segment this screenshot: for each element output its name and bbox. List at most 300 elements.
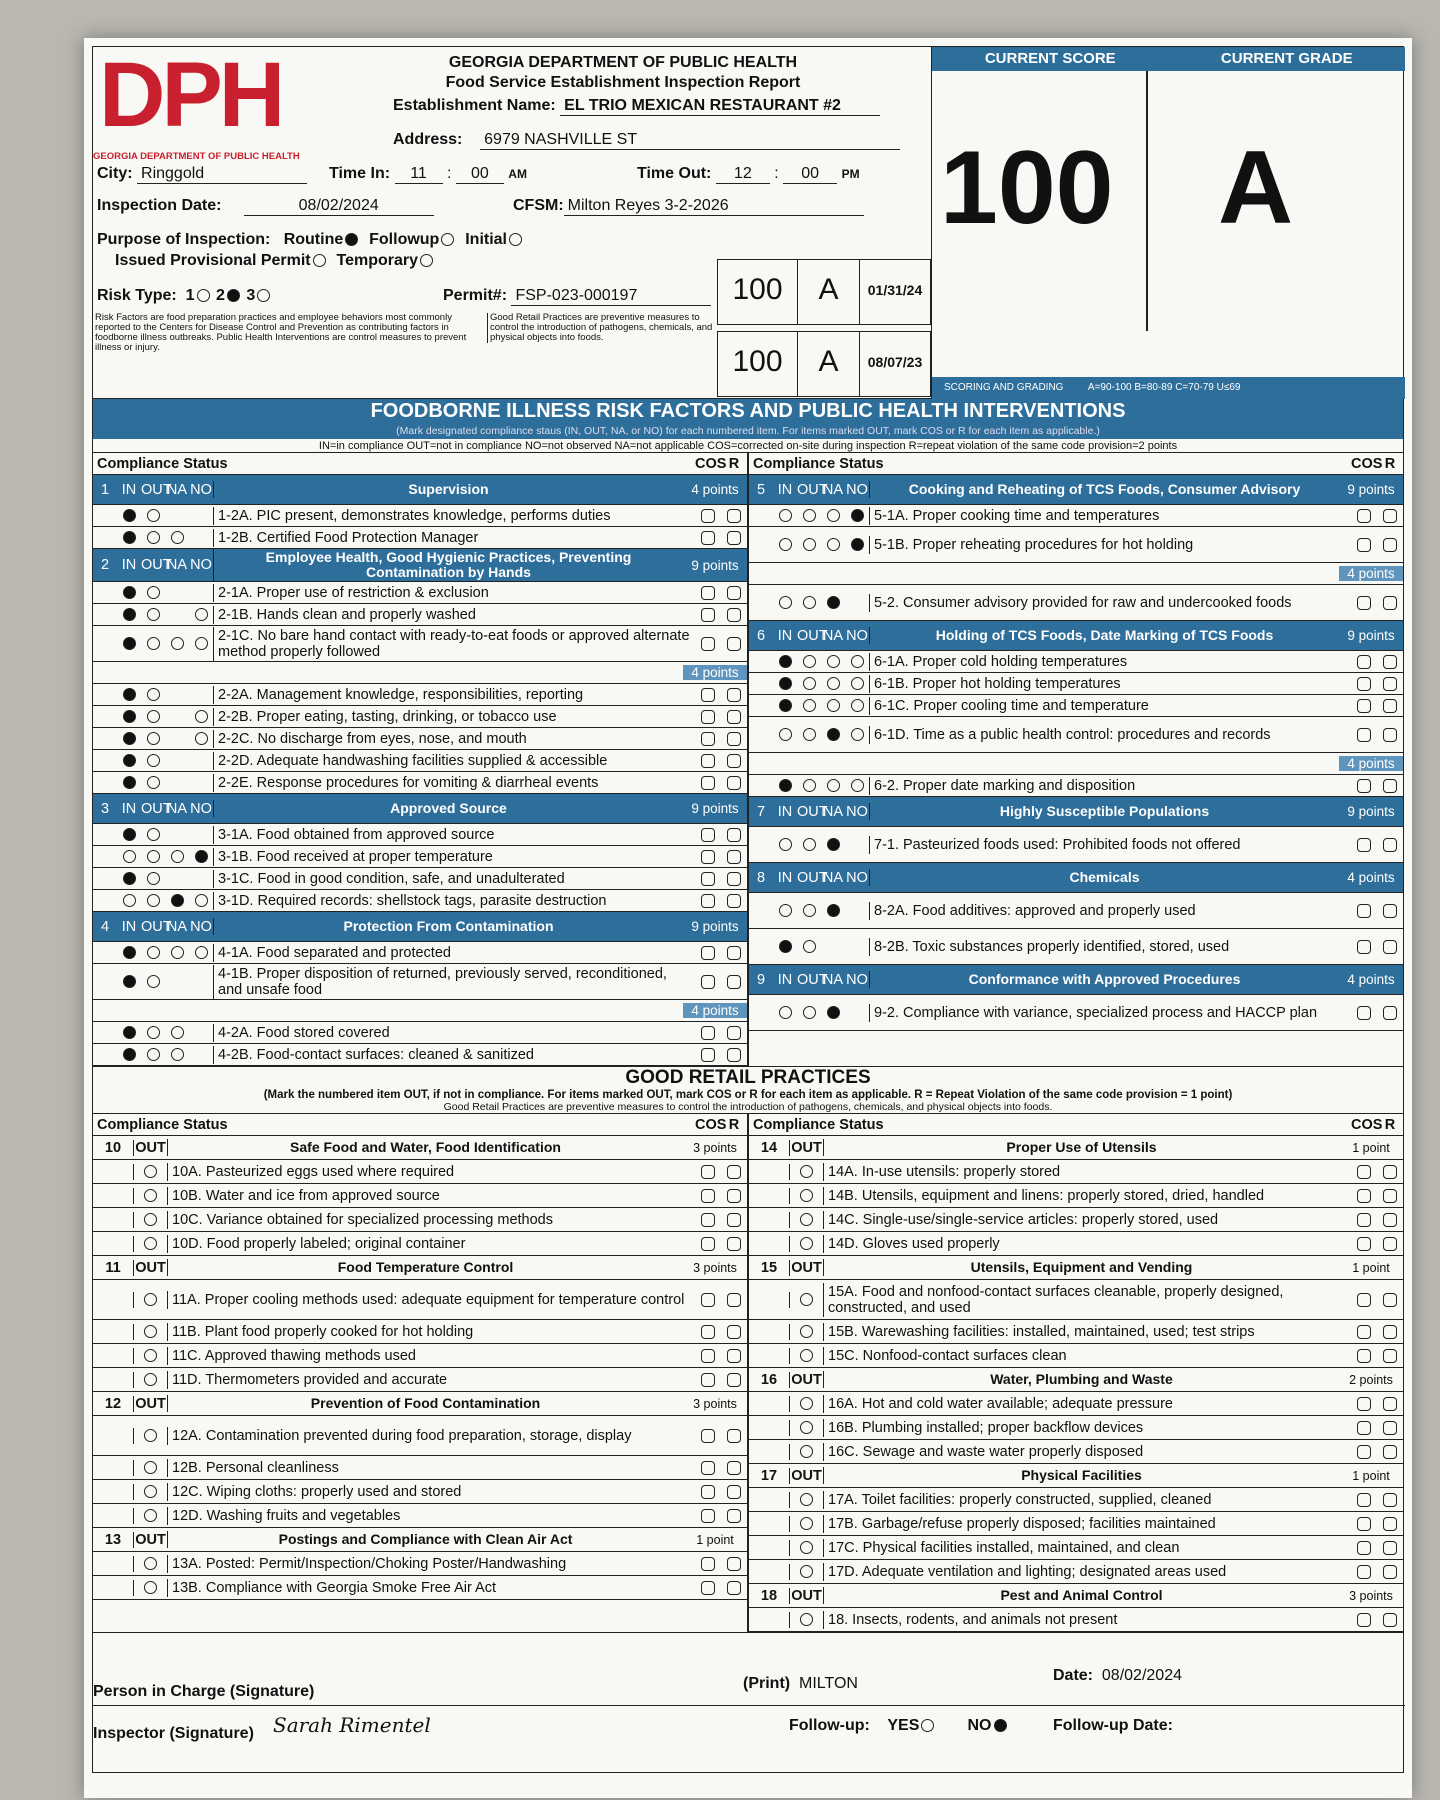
r-box-check[interactable] [1383,699,1397,713]
r-box-check[interactable] [727,1026,741,1040]
r-box-check[interactable] [727,1373,741,1387]
cos-box-check[interactable] [701,894,715,908]
cos-box-check[interactable] [701,1165,715,1179]
retail-item [93,1368,747,1392]
cos-box-check[interactable] [1357,1565,1371,1579]
cos-box-check[interactable] [701,1581,715,1595]
cos-box-check[interactable] [1357,1613,1371,1627]
out-mark[interactable] [144,1373,157,1386]
r-box-check[interactable] [727,1557,741,1571]
status-mark-empty[interactable] [827,779,840,792]
status-mark-filled[interactable] [123,608,136,621]
cos-box-check[interactable] [701,975,715,989]
out-mark[interactable] [800,1213,813,1226]
out-mark[interactable] [800,1445,813,1458]
r-box-check[interactable] [1383,1613,1397,1627]
status-mark-empty[interactable] [803,728,816,741]
out-mark[interactable] [144,1293,157,1306]
out-cell [789,1212,823,1228]
out-cell [789,1612,823,1628]
r-box-check[interactable] [727,1509,741,1523]
r-box-check[interactable] [1383,538,1397,552]
cos-box-check[interactable] [701,586,715,600]
out-mark[interactable] [144,1349,157,1362]
r-box-check[interactable] [727,754,741,768]
cos-box-check[interactable] [701,946,715,960]
cos-box-check[interactable] [701,1325,715,1339]
status-mark-empty[interactable] [803,779,816,792]
status-mark-empty[interactable] [851,728,864,741]
r-box-check[interactable] [727,1349,741,1363]
cos-box [1351,1396,1377,1412]
r-box-check[interactable] [1383,940,1397,954]
r-box-check[interactable] [1383,1325,1397,1339]
out-mark[interactable] [800,1165,813,1178]
r-box-check[interactable] [727,894,741,908]
cos-box-check[interactable] [1357,538,1371,552]
r-box-check[interactable] [1383,779,1397,793]
status-mark-empty[interactable] [779,538,792,551]
out-mark[interactable] [800,1325,813,1338]
section-number: 9 [756,971,766,988]
r-box-check[interactable] [727,1429,741,1443]
status-mark-empty[interactable] [171,1048,184,1061]
status-mark-empty[interactable] [147,608,160,621]
status-mark-empty[interactable] [195,608,208,621]
status-mark-empty[interactable] [803,509,816,522]
status-mark-empty[interactable] [827,677,840,690]
risk-3-radio[interactable] [257,289,270,302]
out-mark[interactable] [800,1237,813,1250]
cos-box-check[interactable] [1357,779,1371,793]
r-box-check[interactable] [1383,1213,1397,1227]
status-mark-empty[interactable] [147,850,160,863]
r-box-check[interactable] [727,1165,741,1179]
cos-box-check[interactable] [701,1293,715,1307]
status-mark-empty[interactable] [803,940,816,953]
status-mark-empty[interactable] [147,1026,160,1039]
cos-box-check[interactable] [1357,1006,1371,1020]
r-box-check[interactable] [727,1189,741,1203]
status-cell [845,508,869,524]
cos-box-check[interactable] [701,828,715,842]
r-box [721,687,747,703]
out-mark[interactable] [144,1237,157,1250]
cos-box-check[interactable] [701,754,715,768]
routine-radio[interactable] [345,233,358,246]
out-mark[interactable] [800,1189,813,1202]
status-mark-empty[interactable] [851,677,864,690]
r-box-check[interactable] [727,975,741,989]
status-mark-filled[interactable] [123,637,136,650]
section-title: Pest and Animal Control [823,1587,1339,1604]
status-mark-empty[interactable] [171,637,184,650]
out-mark[interactable] [144,1429,157,1442]
r-box-check[interactable] [727,946,741,960]
section-number: 15 [760,1259,778,1276]
status-mark-empty[interactable] [147,828,160,841]
r-box [721,753,747,769]
cos-box-check[interactable] [1357,1421,1371,1435]
status-mark-empty[interactable] [803,838,816,851]
cos-box-check[interactable] [1357,940,1371,954]
status-mark-empty[interactable] [171,946,184,959]
retail-item [93,1184,747,1208]
status-mark-empty[interactable] [803,904,816,917]
status-mark-empty[interactable] [147,531,160,544]
status-cell [773,676,797,692]
status-cell [117,753,141,769]
status-mark-empty[interactable] [147,732,160,745]
r-box-check[interactable] [1383,728,1397,742]
r-box-check[interactable] [727,637,741,651]
cos-box-check[interactable] [701,1213,715,1227]
status-mark-filled[interactable] [123,1026,136,1039]
status-cell [141,687,165,703]
status-mark-empty[interactable] [851,779,864,792]
r-box-check[interactable] [1383,1189,1397,1203]
status-mark-filled[interactable] [123,531,136,544]
cos-box-check[interactable] [701,1485,715,1499]
status-mark-filled[interactable] [779,779,792,792]
status-mark-empty[interactable] [147,710,160,723]
cos-box-check[interactable] [1357,596,1371,610]
out-cell [133,1556,167,1572]
status-cell [773,727,797,743]
r-box-check[interactable] [727,732,741,746]
cos-box-check[interactable] [1357,1213,1371,1227]
status-mark-empty[interactable] [851,699,864,712]
cos-box-check[interactable] [1357,1541,1371,1555]
r-box-check[interactable] [727,608,741,622]
r-box-check[interactable] [727,1293,741,1307]
status-mark-empty[interactable] [147,776,160,789]
status-mark-empty[interactable] [123,850,136,863]
r-box-check[interactable] [1383,677,1397,691]
cos-box-check[interactable] [1357,1445,1371,1459]
status-mark-empty[interactable] [803,1006,816,1019]
status-mark-empty[interactable] [779,1006,792,1019]
status-mark-empty[interactable] [827,538,840,551]
followup-no-radio[interactable] [994,1719,1007,1732]
r-box-check[interactable] [727,531,741,545]
status-mark-empty[interactable] [803,596,816,609]
cos-box [695,1580,721,1596]
out-mark[interactable] [144,1509,157,1522]
cos-box-check[interactable] [701,1557,715,1571]
r-box-check[interactable] [1383,655,1397,669]
section-title: Conformance with Approved Procedures [869,971,1339,988]
r-box-check[interactable] [1383,1421,1397,1435]
status-cell [117,687,141,703]
status-mark-empty[interactable] [171,1026,184,1039]
cos-box-check[interactable] [1357,509,1371,523]
status-mark-empty[interactable] [779,596,792,609]
r-box-check[interactable] [727,872,741,886]
status-mark-filled[interactable] [123,872,136,885]
status-mark-filled[interactable] [195,850,208,863]
cos-box-check[interactable] [1357,677,1371,691]
status-mark-filled[interactable] [123,688,136,701]
status-mark-empty[interactable] [803,677,816,690]
cos-box-check[interactable] [1357,1397,1371,1411]
r-box-check[interactable] [727,586,741,600]
status-column-label: NA [822,971,844,988]
status-mark-empty[interactable] [779,728,792,741]
cos-box-check[interactable] [701,1461,715,1475]
status-mark-filled[interactable] [123,1048,136,1061]
status-mark-empty[interactable] [195,710,208,723]
status-cell [773,778,797,794]
out-mark[interactable] [800,1293,813,1306]
cos-box-check[interactable] [701,776,715,790]
status-mark-empty[interactable] [779,904,792,917]
out-cell [133,1580,167,1596]
out-mark[interactable] [800,1397,813,1410]
cos-box-check[interactable] [701,1429,715,1443]
status-mark-filled[interactable] [171,894,184,907]
r-box-check[interactable] [727,1461,741,1475]
status-mark-filled[interactable] [123,710,136,723]
cos-box-check[interactable] [701,531,715,545]
r-box-check[interactable] [1383,838,1397,852]
inspection-item [93,890,747,912]
status-mark-filled[interactable] [123,776,136,789]
out-mark[interactable] [144,1461,157,1474]
status-mark-filled[interactable] [779,677,792,690]
section-points: 3 points [693,1396,737,1411]
cos-box-check[interactable] [701,688,715,702]
status-mark-empty[interactable] [195,732,208,745]
r-box-check[interactable] [727,1213,741,1227]
status-mark-empty[interactable] [147,509,160,522]
out-mark[interactable] [800,1517,813,1530]
section-points: 9 points [1347,482,1395,497]
item-text: 13B. Compliance with Georgia Smoke Free Air Act [167,1579,695,1597]
status-mark-empty[interactable] [147,946,160,959]
r-box-check[interactable] [1383,1006,1397,1020]
status-mark-empty[interactable] [147,894,160,907]
r-box [1377,1396,1403,1412]
r-box-check[interactable] [1383,1517,1397,1531]
cos-box-check[interactable] [1357,904,1371,918]
r-box-check[interactable] [1383,509,1397,523]
status-mark-empty[interactable] [147,637,160,650]
r-box-check[interactable] [727,1581,741,1595]
initial-radio[interactable] [509,233,522,246]
section-header [93,1256,747,1280]
status-mark-empty[interactable] [171,531,184,544]
cos-box-check[interactable] [1357,1189,1371,1203]
status-mark-empty[interactable] [827,699,840,712]
r-box-check[interactable] [727,828,741,842]
r-box-check[interactable] [1383,904,1397,918]
r-box-check[interactable] [727,850,741,864]
cos-box-check[interactable] [1357,1349,1371,1363]
r-box-check[interactable] [1383,1349,1397,1363]
risk-1-radio[interactable] [197,289,210,302]
out-mark[interactable] [144,1557,157,1570]
status-mark-empty[interactable] [195,637,208,650]
cos-box-check[interactable] [701,732,715,746]
cos-box-check[interactable] [701,1509,715,1523]
status-mark-filled[interactable] [123,975,136,988]
status-mark-empty[interactable] [851,655,864,668]
cos-box [695,893,721,909]
cos-box-check[interactable] [701,608,715,622]
inspection-item [749,775,1403,797]
cos-box-check[interactable] [1357,728,1371,742]
status-mark-filled[interactable] [779,940,792,953]
r-box-check[interactable] [1383,1493,1397,1507]
out-mark[interactable] [800,1349,813,1362]
status-mark-empty[interactable] [827,509,840,522]
r-box-check[interactable] [1383,1397,1397,1411]
r-box-check[interactable] [1383,1293,1397,1307]
status-mark-empty[interactable] [195,894,208,907]
temporary-radio[interactable] [420,254,433,267]
section-title: Cooking and Reheating of TCS Foods, Consumer Advisory [869,481,1339,498]
status-mark-empty[interactable] [147,975,160,988]
cos-box-check[interactable] [701,1237,715,1251]
cos-box-check[interactable] [701,872,715,886]
out-mark[interactable] [800,1613,813,1626]
out-mark[interactable] [800,1493,813,1506]
cos-box-check[interactable] [701,1026,715,1040]
status-mark-empty[interactable] [803,655,816,668]
cos-box-check[interactable] [1357,1237,1371,1251]
cos-box-check[interactable] [1357,1325,1371,1339]
r-box-check[interactable] [1383,1565,1397,1579]
status-cell [773,1005,797,1021]
status-mark-empty[interactable] [147,1048,160,1061]
r-box-check[interactable] [727,688,741,702]
status-mark-filled[interactable] [123,586,136,599]
r-box-check[interactable] [727,1048,741,1062]
cos-box-check[interactable] [701,850,715,864]
status-mark-empty[interactable] [123,894,136,907]
status-cell [117,849,141,865]
status-cell [821,837,845,853]
status-mark-empty[interactable] [779,509,792,522]
spacer [93,1010,683,1012]
status-mark-filled[interactable] [123,946,136,959]
status-mark-filled[interactable] [123,828,136,841]
status-cell [117,827,141,843]
status-mark-empty[interactable] [779,838,792,851]
status-mark-filled[interactable] [123,509,136,522]
cos-box [1351,1236,1377,1252]
provisional-radio[interactable] [313,254,326,267]
out-mark[interactable] [800,1541,813,1554]
r-box-check[interactable] [727,1237,741,1251]
cos-box-check[interactable] [1357,1493,1371,1507]
cos-box-check[interactable] [1357,1293,1371,1307]
status-mark-filled[interactable] [123,754,136,767]
r-box-check[interactable] [727,776,741,790]
cos-box-check[interactable] [1357,1517,1371,1531]
status-mark-empty[interactable] [827,655,840,668]
r-box [1377,1292,1403,1308]
out-mark[interactable] [144,1165,157,1178]
cos-box-check[interactable] [701,637,715,651]
out-mark[interactable] [144,1213,157,1226]
status-mark-filled[interactable] [851,538,864,551]
out-mark[interactable] [144,1581,157,1594]
r-box-check[interactable] [1383,1165,1397,1179]
status-mark-filled[interactable] [123,732,136,745]
out-mark[interactable] [144,1325,157,1338]
r-label: R [728,1116,740,1133]
cos-box-check[interactable] [1357,655,1371,669]
retail-item [749,1560,1403,1584]
r-box-check[interactable] [1383,596,1397,610]
status-mark-empty[interactable] [147,872,160,885]
retail-item [749,1512,1403,1536]
status-mark-filled[interactable] [827,1006,840,1019]
out-mark[interactable] [144,1485,157,1498]
cos-box-check[interactable] [1357,1165,1371,1179]
status-mark-filled[interactable] [827,728,840,741]
cos-box-check[interactable] [701,509,715,523]
section-points: 1 point [1352,1468,1390,1483]
status-mark-filled[interactable] [827,904,840,917]
followup-yes-radio[interactable] [921,1719,934,1732]
section-title: Proper Use of Utensils [823,1139,1339,1156]
previous-score-1 [717,259,931,325]
status-mark-empty[interactable] [803,699,816,712]
section-points: 9 points [1347,628,1395,643]
r-box-check[interactable] [727,710,741,724]
cos-box-check[interactable] [1357,699,1371,713]
status-mark-empty[interactable] [147,688,160,701]
out-mark[interactable] [800,1565,813,1578]
status-mark-empty[interactable] [147,754,160,767]
status-mark-filled[interactable] [851,509,864,522]
r-box-check[interactable] [727,1485,741,1499]
cos-box-check[interactable] [1357,838,1371,852]
status-mark-filled[interactable] [827,838,840,851]
status-mark-filled[interactable] [779,655,792,668]
status-mark-filled[interactable] [779,699,792,712]
cos-box-check[interactable] [701,1373,715,1387]
status-mark-empty[interactable] [803,538,816,551]
risk-2-radio[interactable] [227,289,240,302]
section-title: Utensils, Equipment and Vending [823,1259,1339,1276]
r-box [721,1428,747,1444]
cos-box-check[interactable] [701,1189,715,1203]
r-box [721,1047,747,1063]
out-mark[interactable] [144,1189,157,1202]
r-box-check[interactable] [1383,1541,1397,1555]
followup-radio[interactable] [441,233,454,246]
r-box-check[interactable] [727,509,741,523]
label: Follow-up: [789,1717,870,1734]
previous-score-2 [717,331,931,397]
cos-box-check[interactable] [701,1048,715,1062]
r-box-check[interactable] [1383,1445,1397,1459]
status-mark-empty[interactable] [147,586,160,599]
r-box-check[interactable] [727,1325,741,1339]
out-mark[interactable] [800,1421,813,1434]
r-box-check[interactable] [1383,1237,1397,1251]
status-mark-empty[interactable] [195,946,208,959]
status-mark-filled[interactable] [827,596,840,609]
out-cell [789,1420,823,1436]
cos-box-check[interactable] [701,710,715,724]
cos-box-check[interactable] [701,1349,715,1363]
status-mark-empty[interactable] [171,850,184,863]
